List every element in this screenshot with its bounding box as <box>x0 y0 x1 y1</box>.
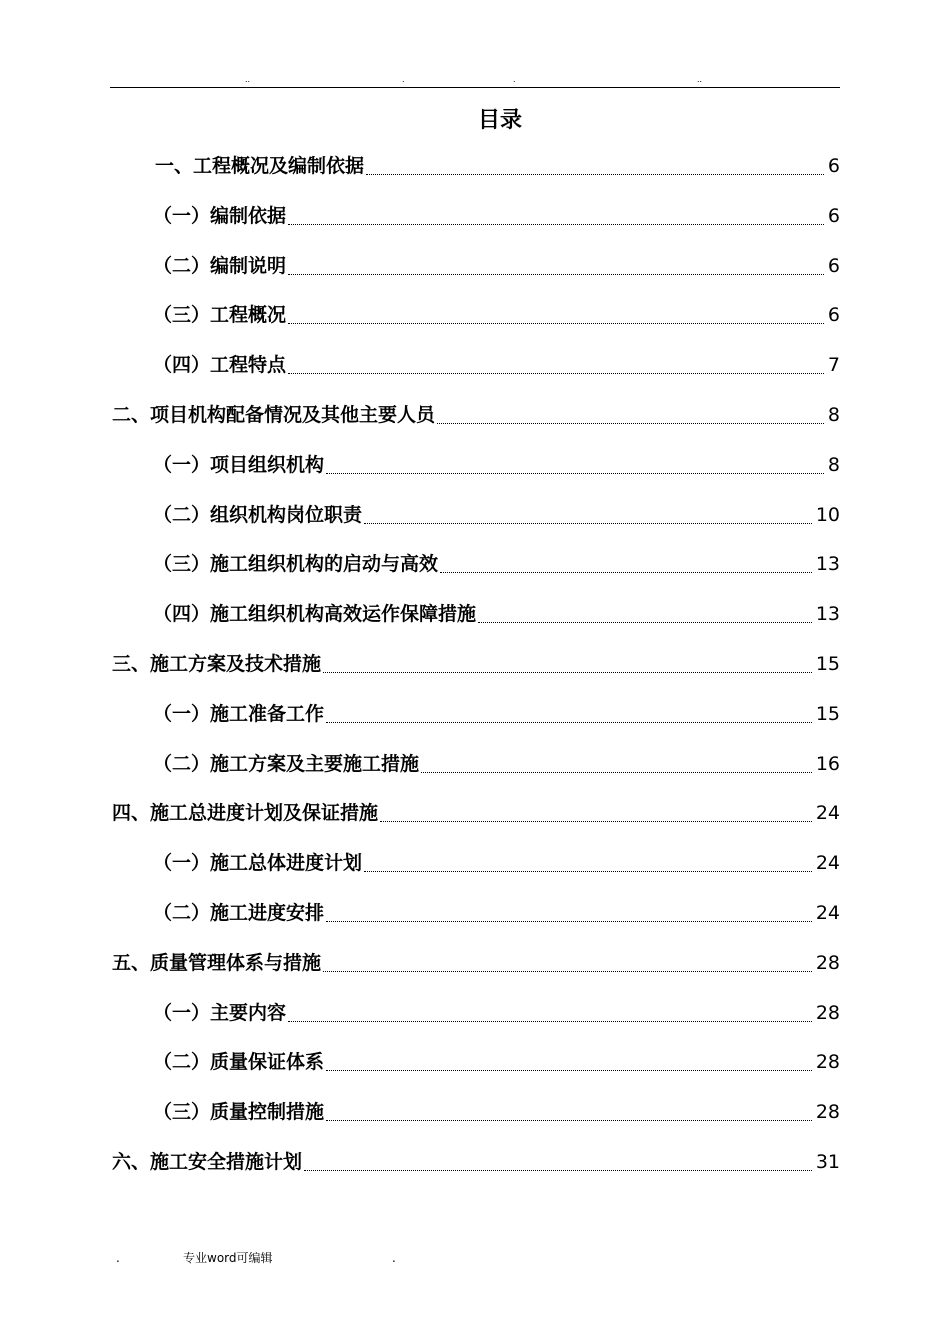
toc-entry-text: （二）质量保证体系 <box>153 1051 325 1074</box>
toc-section-entry[interactable] <box>153 549 840 579</box>
toc-dot-leader <box>288 224 824 225</box>
toc-dot-leader <box>288 373 824 374</box>
toc-section-entry[interactable] <box>153 699 840 729</box>
toc-entry-text: （四）施工组织机构高效运作保障措施 <box>153 603 477 626</box>
toc-page-number: 28 <box>815 951 840 974</box>
toc-page-number: 10 <box>815 503 840 526</box>
toc-page-number: 15 <box>815 653 840 675</box>
toc-chapter-entry[interactable] <box>112 649 840 679</box>
toc-entry-text: （三）质量控制措施 <box>153 1101 325 1124</box>
footer-text: 专业word可编辑 <box>183 1251 273 1265</box>
toc-dot-leader <box>326 1070 812 1071</box>
toc-page-number: 28 <box>815 1051 840 1074</box>
toc-page-number: 6 <box>827 254 840 277</box>
toc-dot-leader <box>366 174 824 175</box>
toc-entry-text: （一）施工总体进度计划 <box>153 852 363 875</box>
header-rule <box>110 87 840 88</box>
toc-section-entry[interactable] <box>153 1047 840 1077</box>
toc-chapter-entry[interactable] <box>112 948 840 978</box>
toc-page-number: 8 <box>827 453 840 476</box>
toc-section-entry[interactable] <box>153 898 840 928</box>
toc-entry-text: 六、施工安全措施计划 <box>112 1151 303 1173</box>
toc-chapter-entry[interactable] <box>155 151 840 181</box>
toc-section-entry[interactable] <box>153 998 840 1028</box>
toc-section-entry[interactable] <box>153 450 840 480</box>
toc-section-entry[interactable] <box>153 848 840 878</box>
toc-entry-text: （三）施工组织机构的启动与高效 <box>153 553 439 576</box>
toc-section-entry[interactable] <box>153 1097 840 1127</box>
toc-page-number: 6 <box>827 304 840 327</box>
toc-page-number: 13 <box>815 603 840 626</box>
toc-dot-leader <box>421 772 812 773</box>
toc-entry-text: （二）组织机构岗位职责 <box>153 503 363 526</box>
toc-section-entry[interactable] <box>153 251 840 281</box>
toc-dot-leader <box>304 1170 812 1171</box>
toc-entry-text: （一）施工准备工作 <box>153 702 325 725</box>
toc-page-number: 28 <box>815 1001 840 1024</box>
footer-right-mark: . <box>392 1251 396 1265</box>
toc-section-entry[interactable] <box>153 350 840 380</box>
toc-entry-text: （二）施工方案及主要施工措施 <box>153 752 420 775</box>
toc-page-number: 15 <box>815 702 840 725</box>
toc-chapter-entry[interactable] <box>112 798 840 828</box>
toc-page-number: 24 <box>815 902 840 924</box>
toc-dot-leader <box>364 871 812 872</box>
toc-dot-leader <box>326 921 812 922</box>
toc-page-number: 7 <box>827 354 840 377</box>
toc-page-number: 28 <box>815 1101 840 1124</box>
toc-page-number: 6 <box>827 204 840 227</box>
toc-chapter-entry[interactable] <box>112 400 840 430</box>
toc-entry-text: （四）工程特点 <box>153 354 287 377</box>
toc-dot-leader <box>288 274 824 275</box>
toc-page-number: 24 <box>815 802 840 825</box>
toc-entry-text: （一）主要内容 <box>153 1001 287 1024</box>
toc-dot-leader <box>288 323 824 324</box>
toc-dot-leader <box>288 1021 812 1022</box>
toc-page-number: 8 <box>827 404 840 426</box>
toc-entry-text: 二、项目机构配备情况及其他主要人员 <box>112 404 436 426</box>
toc-entry-text: （一）项目组织机构 <box>153 453 325 476</box>
toc-page-number: 24 <box>815 852 840 875</box>
footer-left-mark: . <box>116 1251 120 1265</box>
toc-title: 目录 <box>477 108 522 133</box>
toc-chapter-entry[interactable] <box>112 1147 840 1177</box>
toc-entry-text: （三）工程概况 <box>153 304 287 327</box>
toc-dot-leader <box>323 672 812 673</box>
header-mark: .. <box>245 74 251 84</box>
header-mark: . <box>402 74 405 84</box>
toc-section-entry[interactable] <box>153 500 840 530</box>
toc-section-entry[interactable] <box>153 201 840 231</box>
toc-entry-text: 四、施工总进度计划及保证措施 <box>112 802 379 825</box>
toc-section-entry[interactable] <box>153 300 840 330</box>
toc-entry-text: （一）编制依据 <box>153 204 287 227</box>
header-mark: .. <box>697 74 703 84</box>
toc-dot-leader <box>326 722 812 723</box>
toc-dot-leader <box>323 971 812 972</box>
toc-page-number: 6 <box>827 155 840 177</box>
toc-page-number: 16 <box>815 752 840 775</box>
toc-section-entry[interactable] <box>153 599 840 629</box>
toc-dot-leader <box>364 523 812 524</box>
toc-dot-leader <box>380 821 812 822</box>
toc-entry-text: （二）施工进度安排 <box>153 902 325 924</box>
toc-page-number: 13 <box>815 553 840 576</box>
toc-entry-text: 一、工程概况及编制依据 <box>155 155 365 177</box>
toc-dot-leader <box>326 1120 812 1121</box>
toc-dot-leader <box>437 423 824 424</box>
toc-dot-leader <box>440 572 812 573</box>
header-mark: . <box>513 74 516 84</box>
toc-entry-text: 三、施工方案及技术措施 <box>112 653 322 675</box>
toc-entry-text: 五、质量管理体系与措施 <box>112 951 322 974</box>
toc-entry-text: （二）编制说明 <box>153 254 287 277</box>
toc-dot-leader <box>478 622 812 623</box>
toc-dot-leader <box>326 473 824 474</box>
toc-page-number: 31 <box>815 1151 840 1173</box>
toc-section-entry[interactable] <box>153 749 840 779</box>
